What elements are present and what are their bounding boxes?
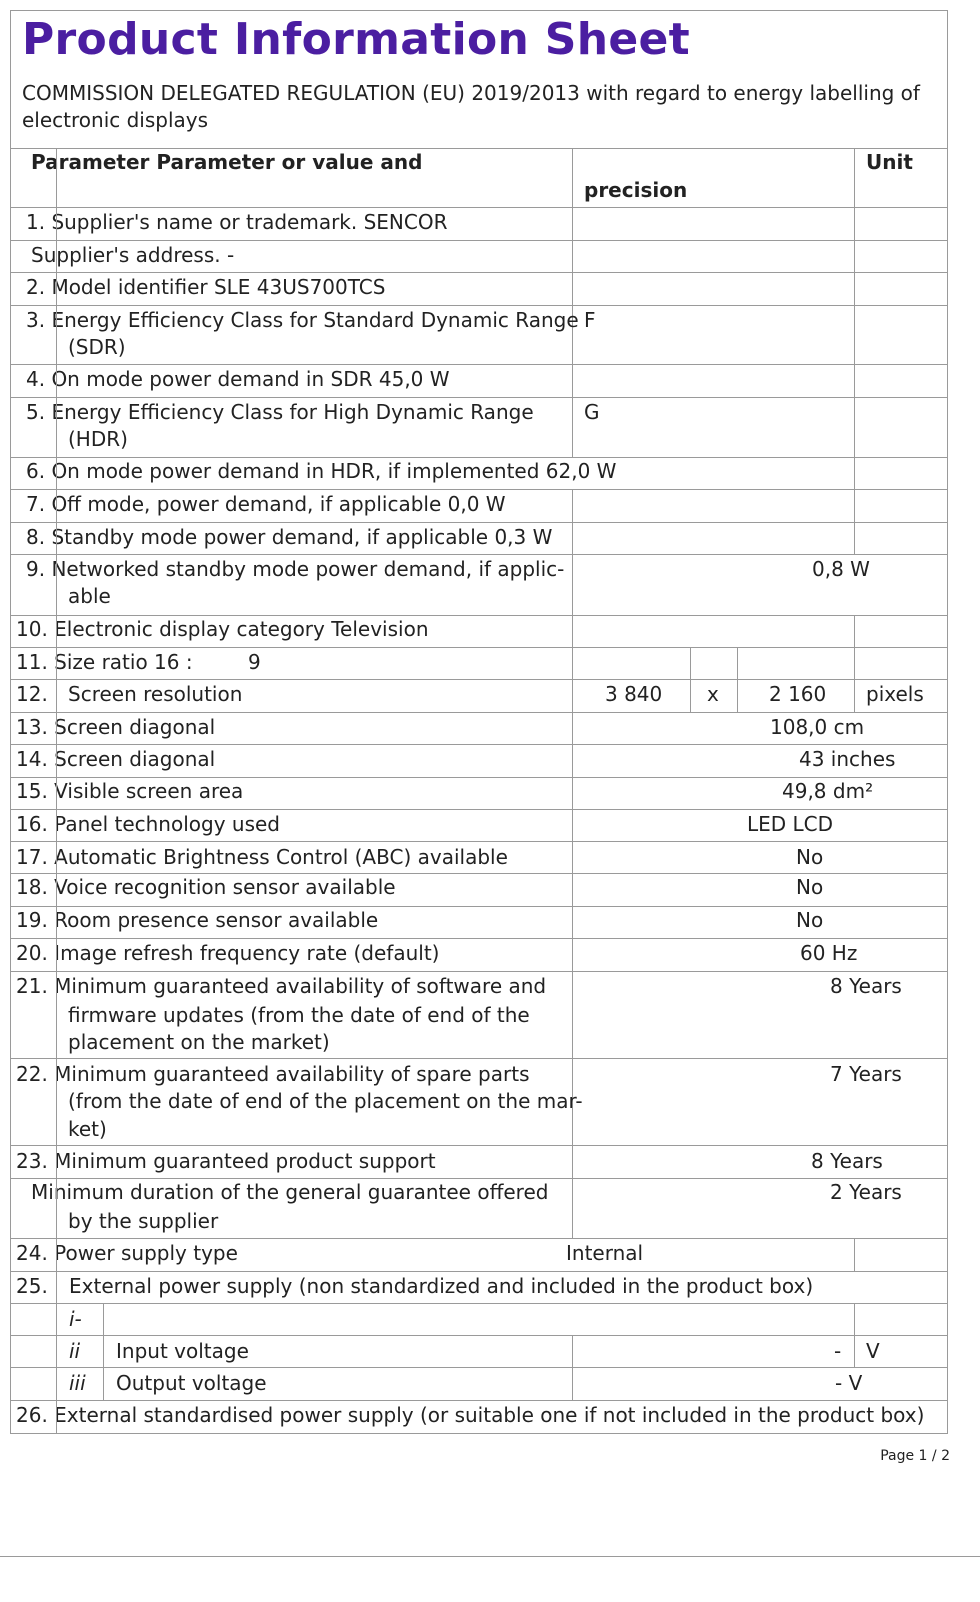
table-row bbox=[10, 744, 948, 777]
networked-standby-value: 0,8 W bbox=[812, 557, 870, 581]
output-voltage-label: Output voltage bbox=[116, 1371, 267, 1395]
refresh-rate-value: 60 Hz bbox=[800, 941, 858, 965]
spare-parts-label-3: ket) bbox=[68, 1117, 107, 1141]
sdr-class-value: F bbox=[584, 308, 596, 332]
supplier-name: 1. Supplier's name or trademark. SENCOR bbox=[26, 210, 448, 234]
networked-standby-label: 9. Networked standby mode power demand, if applic- bbox=[26, 557, 565, 581]
hdr-class-label-cont: (HDR) bbox=[68, 427, 128, 451]
table-row bbox=[10, 207, 948, 240]
table-row bbox=[10, 971, 948, 1058]
product-support-value: 8 Years bbox=[811, 1149, 883, 1173]
voice-sensor-label: 18. Voice recognition sensor available bbox=[16, 875, 396, 899]
input-voltage-unit: V bbox=[866, 1339, 880, 1363]
resolution-width: 3 840 bbox=[605, 682, 663, 706]
panel-tech-value: LED LCD bbox=[747, 812, 834, 836]
table-inner-rule bbox=[56, 148, 57, 1434]
external-supply-label: External power supply (non standardized and included in the product box) bbox=[69, 1274, 814, 1298]
room-sensor-value: No bbox=[796, 908, 824, 932]
table-row bbox=[10, 647, 948, 679]
software-updates-label: 21. Minimum guaranteed availability of software and bbox=[16, 974, 547, 998]
table-row bbox=[10, 272, 948, 305]
power-supply-type-value: Internal bbox=[566, 1241, 644, 1265]
table-row bbox=[10, 615, 948, 647]
sdr-class-label: 3. Energy Efficiency Class for Standard Dynamic Range bbox=[26, 308, 579, 332]
table-row bbox=[10, 841, 948, 873]
hdr-class-value: G bbox=[584, 400, 600, 424]
off-mode-power: 7. Off mode, power demand, if applicable 0,0 W bbox=[26, 492, 506, 516]
table-row bbox=[10, 679, 948, 712]
diagonal-inch-label: 14. Screen diagonal bbox=[16, 747, 216, 771]
table-row bbox=[10, 1400, 948, 1434]
output-voltage-value: - V bbox=[835, 1371, 863, 1395]
abc-label: 17. Automatic Brightness Control (ABC) available bbox=[16, 845, 508, 869]
sub-item-i: i- bbox=[69, 1307, 82, 1331]
table-row bbox=[10, 457, 948, 489]
header-unit: Unit bbox=[866, 150, 913, 174]
abc-value: No bbox=[796, 845, 824, 869]
table-row bbox=[10, 554, 948, 615]
diagonal-inch-value: 43 inches bbox=[799, 747, 896, 771]
table-row bbox=[10, 809, 948, 841]
model-identifier: 2. Model identifier SLE 43US700TCS bbox=[26, 275, 386, 299]
table-row bbox=[10, 873, 948, 906]
size-ratio-label: 11. Size ratio 16 : bbox=[16, 650, 193, 674]
table-row bbox=[10, 1145, 948, 1178]
guarantee-label-2: by the supplier bbox=[68, 1209, 219, 1233]
table-row bbox=[10, 1367, 948, 1400]
panel-tech-label: 16. Panel technology used bbox=[16, 812, 280, 836]
software-updates-label-3: placement on the market) bbox=[68, 1030, 330, 1054]
voice-sensor-value: No bbox=[796, 875, 824, 899]
table-row bbox=[10, 489, 948, 522]
networked-standby-label-cont: able bbox=[68, 584, 111, 608]
sub-item-iii: iii bbox=[69, 1371, 86, 1395]
room-sensor-label: 19. Room presence sensor available bbox=[16, 908, 379, 932]
header-parameter: Parameter Parameter or value and bbox=[31, 150, 423, 174]
external-supply-number: 25. bbox=[16, 1274, 48, 1298]
table-row bbox=[10, 1058, 948, 1145]
product-support-label: 23. Minimum guaranteed product support bbox=[16, 1149, 436, 1173]
standby-power: 8. Standby mode power demand, if applicable 0,3 W bbox=[26, 525, 553, 549]
standardised-supply: 26. External standardised power supply (or suitable one if not included in the product box) bbox=[16, 1403, 925, 1427]
guarantee-label: Minimum duration of the general guarantee offered bbox=[31, 1180, 549, 1204]
spare-parts-label-2: (from the date of end of the placement on the mar- bbox=[68, 1089, 583, 1113]
spare-parts-value: 7 Years bbox=[830, 1062, 902, 1086]
software-updates-label-2: firmware updates (from the date of end of the bbox=[68, 1003, 530, 1027]
resolution-unit: pixels bbox=[866, 682, 924, 706]
table-row bbox=[10, 397, 948, 457]
guarantee-value: 2 Years bbox=[830, 1180, 902, 1204]
resolution-x: x bbox=[707, 682, 719, 706]
table-row bbox=[10, 305, 948, 364]
resolution-number: 12. bbox=[16, 682, 48, 706]
display-category: 10. Electronic display category Television bbox=[16, 617, 429, 641]
table-row bbox=[10, 777, 948, 809]
software-updates-value: 8 Years bbox=[830, 974, 902, 998]
screen-area-value: 49,8 dm² bbox=[782, 779, 874, 803]
page-number: Page 1 / 2 bbox=[880, 1448, 950, 1464]
resolution-label: Screen resolution bbox=[68, 682, 243, 706]
spare-parts-label: 22. Minimum guaranteed availability of spare parts bbox=[16, 1062, 530, 1086]
input-voltage-value: - bbox=[834, 1339, 842, 1363]
diagonal-cm-value: 108,0 cm bbox=[770, 715, 865, 739]
table-row bbox=[10, 1303, 948, 1335]
hdr-power: 6. On mode power demand in HDR, if implemented 62,0 W bbox=[26, 459, 617, 483]
sdr-class-label-cont: (SDR) bbox=[68, 335, 126, 359]
page-bottom-rule bbox=[0, 1556, 980, 1557]
power-supply-type-label: 24. Power supply type bbox=[16, 1241, 238, 1265]
table-row bbox=[10, 1271, 948, 1303]
table-row bbox=[10, 906, 948, 938]
table-row bbox=[10, 1178, 948, 1238]
resolution-height: 2 160 bbox=[769, 682, 827, 706]
diagonal-cm-label: 13. Screen diagonal bbox=[16, 715, 216, 739]
hdr-class-label: 5. Energy Efficiency Class for High Dynamic Range bbox=[26, 400, 534, 424]
screen-area-label: 15. Visible screen area bbox=[16, 779, 244, 803]
table-row bbox=[10, 1335, 948, 1367]
supplier-address: Supplier's address. - bbox=[31, 243, 235, 267]
table-row bbox=[10, 1238, 948, 1271]
input-voltage-label: Input voltage bbox=[116, 1339, 249, 1363]
sdr-power: 4. On mode power demand in SDR 45,0 W bbox=[26, 367, 450, 391]
header-precision: precision bbox=[584, 178, 688, 202]
refresh-rate-label: 20. Image refresh frequency rate (default) bbox=[16, 941, 440, 965]
table-header-row bbox=[10, 148, 948, 207]
table-row bbox=[10, 240, 948, 272]
regulation-subtitle: COMMISSION DELEGATED REGULATION (EU) 2019/2013 with regard to energy labelling of electronic displays bbox=[22, 81, 920, 132]
table-row bbox=[10, 712, 948, 744]
table-row bbox=[10, 364, 948, 397]
size-ratio-value: 9 bbox=[248, 650, 261, 674]
table-row bbox=[10, 938, 948, 971]
table-row bbox=[10, 522, 948, 554]
page-title: Product Information Sheet bbox=[22, 14, 690, 65]
sub-item-ii: ii bbox=[69, 1339, 81, 1363]
